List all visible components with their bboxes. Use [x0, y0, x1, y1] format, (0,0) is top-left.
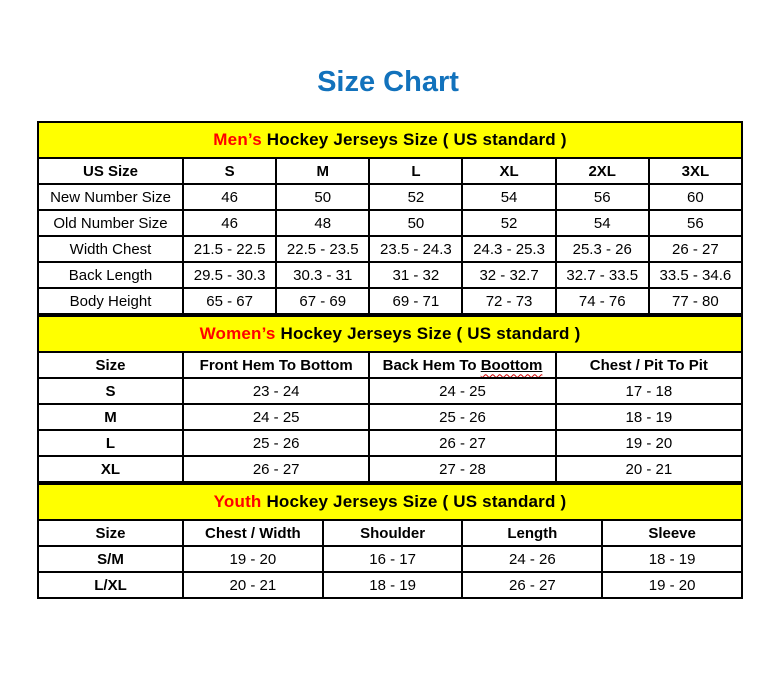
value-cell: 52 [369, 184, 462, 210]
size-chart-tables [37, 121, 743, 599]
column-header: Chest / Pit To Pit [556, 352, 742, 378]
value-cell: 46 [183, 184, 276, 210]
section-band-womens [38, 316, 742, 352]
value-cell: 50 [369, 210, 462, 236]
value-cell: 18 - 19 [556, 404, 742, 430]
value-cell: 21.5 - 22.5 [183, 236, 276, 262]
spellcheck-squiggle-word: Boottom [480, 356, 543, 374]
section-band-highlight: Youth [213, 492, 262, 511]
value-cell: 74 - 76 [556, 288, 649, 314]
section-band-text: Hockey Jerseys Size ( US standard ) [275, 324, 581, 343]
value-cell: 54 [462, 184, 555, 210]
row-label: S [38, 378, 183, 404]
table-row [38, 288, 742, 314]
row-label: L/XL [38, 572, 183, 598]
underlined-word [481, 357, 543, 374]
size-table-youth [37, 483, 743, 599]
column-header: Back Hem To Boottom [369, 352, 555, 378]
column-header: Size [38, 520, 183, 546]
row-label: Old Number Size [38, 210, 183, 236]
value-cell: 54 [556, 210, 649, 236]
value-cell: 50 [276, 184, 369, 210]
column-header: Chest / Width [183, 520, 323, 546]
row-label: New Number Size [38, 184, 183, 210]
value-cell: 16 - 17 [323, 546, 463, 572]
column-header: XL [462, 158, 555, 184]
value-cell: 19 - 20 [602, 572, 742, 598]
table-row [38, 456, 742, 482]
table-row [38, 572, 742, 598]
value-cell: 24 - 25 [369, 378, 555, 404]
column-header: 2XL [556, 158, 649, 184]
value-cell: 19 - 20 [183, 546, 323, 572]
section-band-mens [38, 122, 742, 158]
column-header: M [276, 158, 369, 184]
value-cell: 32.7 - 33.5 [556, 262, 649, 288]
value-cell: 67 - 69 [276, 288, 369, 314]
column-header: Front Hem To Bottom [183, 352, 369, 378]
value-cell: 25 - 26 [369, 404, 555, 430]
value-cell: 22.5 - 23.5 [276, 236, 369, 262]
table-row [38, 378, 742, 404]
value-cell: 24.3 - 25.3 [462, 236, 555, 262]
value-cell: 56 [556, 184, 649, 210]
column-header: 3XL [649, 158, 742, 184]
page-title: Size Chart [317, 66, 459, 98]
row-label: Body Height [38, 288, 183, 314]
value-cell: 69 - 71 [369, 288, 462, 314]
value-cell: 26 - 27 [462, 572, 602, 598]
table-row [38, 430, 742, 456]
value-cell: 65 - 67 [183, 288, 276, 314]
value-cell: 60 [649, 184, 742, 210]
value-cell: 25 - 26 [183, 430, 369, 456]
value-cell: 77 - 80 [649, 288, 742, 314]
row-label: Back Length [38, 262, 183, 288]
value-cell: 23.5 - 24.3 [369, 236, 462, 262]
column-header: Size [38, 352, 183, 378]
column-header: S [183, 158, 276, 184]
value-cell: 26 - 27 [369, 430, 555, 456]
value-cell: 33.5 - 34.6 [649, 262, 742, 288]
row-label: Width Chest [38, 236, 183, 262]
value-cell: 20 - 21 [183, 572, 323, 598]
value-cell: 26 - 27 [183, 456, 369, 482]
value-cell: 20 - 21 [556, 456, 742, 482]
column-header: Shoulder [323, 520, 463, 546]
value-cell: 30.3 - 31 [276, 262, 369, 288]
column-header: Length [462, 520, 602, 546]
value-cell: 29.5 - 30.3 [183, 262, 276, 288]
section-band-text: Hockey Jerseys Size ( US standard ) [261, 130, 567, 149]
value-cell: 27 - 28 [369, 456, 555, 482]
section-band-text: Hockey Jerseys Size ( US standard ) [261, 492, 567, 511]
table-row [38, 236, 742, 262]
value-cell: 46 [183, 210, 276, 236]
row-label: M [38, 404, 183, 430]
table-row [38, 262, 742, 288]
value-cell: 24 - 25 [183, 404, 369, 430]
value-cell: 23 - 24 [183, 378, 369, 404]
size-table-womens [37, 315, 743, 483]
column-header: Sleeve [602, 520, 742, 546]
section-band-highlight: Men’s [213, 130, 262, 149]
value-cell: 72 - 73 [462, 288, 555, 314]
table-row [38, 546, 742, 572]
value-cell: 56 [649, 210, 742, 236]
value-cell: 18 - 19 [323, 572, 463, 598]
value-cell: 18 - 19 [602, 546, 742, 572]
value-cell: 17 - 18 [556, 378, 742, 404]
value-cell: 32 - 32.7 [462, 262, 555, 288]
value-cell: 52 [462, 210, 555, 236]
column-header: US Size [38, 158, 183, 184]
value-cell: 24 - 26 [462, 546, 602, 572]
table-row [38, 184, 742, 210]
table-row [38, 404, 742, 430]
value-cell: 48 [276, 210, 369, 236]
row-label: L [38, 430, 183, 456]
size-table-mens [37, 121, 743, 315]
value-cell: 25.3 - 26 [556, 236, 649, 262]
column-header: L [369, 158, 462, 184]
row-label: XL [38, 456, 183, 482]
section-band-highlight: Women’s [199, 324, 276, 343]
value-cell: 26 - 27 [649, 236, 742, 262]
value-cell: 19 - 20 [556, 430, 742, 456]
value-cell: 31 - 32 [369, 262, 462, 288]
table-row [38, 210, 742, 236]
row-label: S/M [38, 546, 183, 572]
section-band-youth [38, 484, 742, 520]
